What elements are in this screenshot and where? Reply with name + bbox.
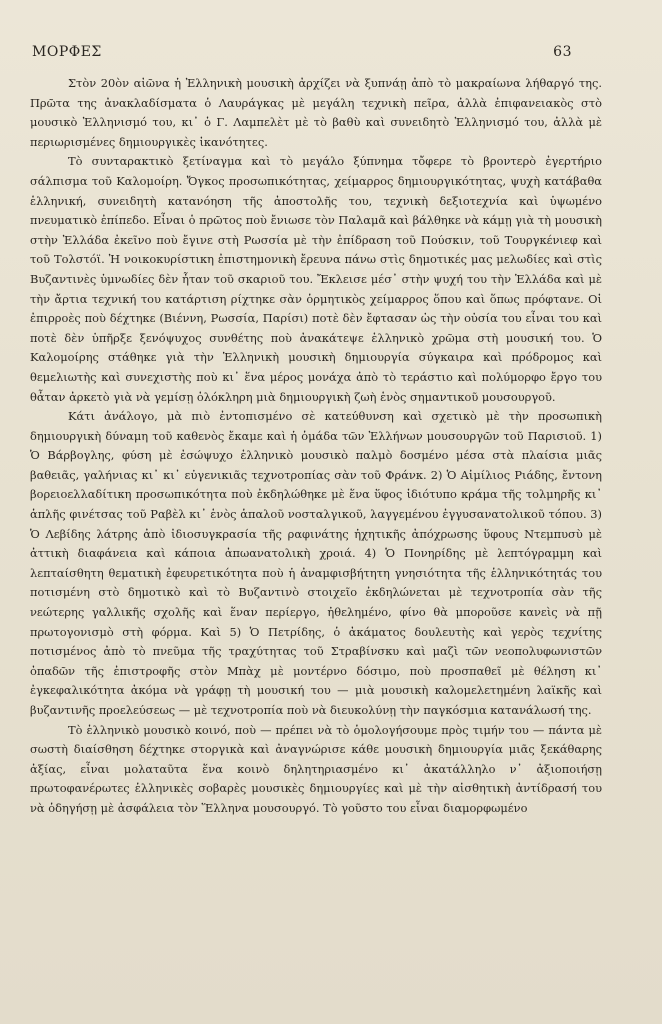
- paragraph: Τὸ ἑλληνικὸ μουσικὸ κοινό, ποὺ — πρέπει νὰ τὸ ὁμολογήσουμε πρὸς τιμήν του — πάντα μὲ σωστὴ διαίσθηση δέχτηκε στοργικὰ καὶ ἀναγνώρισε κάθε μουσικὴ δημιουργία μιᾶς ξεκάθαρης ἀξίας, εἶναι μολαταῦτα ἕνα κοινὸ δηλητηριασμένο κι᾿ ἀκατάλληλο ν᾿ ἀξιοποιήσῃ πρωτοφανέρωτες ἑλληνικὲς σοβαρὲς μουσικὲς δημιουργίες καὶ μὲ τὴν αἰσθητικὴ ἀντίδρασή του νὰ ὁδηγήσῃ μὲ ἀσφάλεια τὸν Ἕλληνα μουσουργό. Τὸ γοῦστο του εἶναι διαμορφωμένο: [30, 722, 602, 815]
- paragraph: Κάτι ἀνάλογο, μὰ πιὸ ἐντοπισμένο σὲ κατεύθυνση καὶ σχετικὸ μὲ τὴν προσωπικὴ δημιουργικὴ δύναμη τοῦ καθενὸς ἔκαμε καὶ ἡ ὁμάδα τῶν Ἑλλήνων μουσουργῶν τοῦ Παρισιοῦ. 1) Ὁ Βάρβογλης, φύση μὲ ἐσώψυχο ἑλληνικὸ μουσικὸ παλμὸ δοσμένο μέσα στὰ πλαίσια μιᾶς βαθειᾶς, γαλήνιας κι᾿ κι᾿ εὐγενικιᾶς τεχνοτροπίας σὰν τοῦ Φράνκ. 2) Ὁ Αἰμίλιος Ριάδης, ἔντονη βορειοελλαδίτικη προσωπικότητα ποὺ ἐκδηλώθηκε μὲ ἕνα ὕφος ἰδιότυπο κράμα τῆς τολμηρῆς κι᾿ ἁπλῆς φινέτσας τοῦ Ραβὲλ κι᾿ ἑνὸς ἁπαλοῦ νοσταλγικοῦ, λαγγεμένου ἐγγυσανατολικοῦ τόπου. 3) Ὁ Λεβίδης λάτρης ἀπὸ ἰδιοσυγκρασία τῆς ραφινάτης ἠχητικῆς ἀπόχρωσης ὕφους Ντεμπυσὺ μὲ ἀττικὴ διαφάνεια καὶ κάποια ἀπωανατολικὴ χροιά. 4) Ὁ Πονηρίδης μὲ λεπτόγραμμη καὶ λεπταίσθητη θεματικὴ ἐφευρετικότητα ποὺ ἡ ἀναμφισβήτητη γνησιότητα τῆς ἑλληνικότητάς του ποτισμένη στὸ δημοτικὸ καὶ τὸ Βυζαντινὸ στοιχεῖο ἐκδηλώνεται μὲ τεχνοτροπία σὰν τῆς νεώτερης γαλλικῆς σχολῆς καὶ ἕναν περίεργο, ἠθελημένο, φίνο θὰ μποροῦσε κανεὶς νὰ πῇ πρωτογονισμὸ στὴ φόρμα. Καὶ 5) Ὁ Πετρίδης, ὁ ἀκάματος δουλευτὴς καὶ γερὸς τεχνίτης ποτισμένος ἀπὸ τὸ πνεῦμα τῆς τραχύτητας τοῦ Στραβίνσκυ καὶ μαζὶ τῶν νεοπολυφωνιστῶν ὀπαδῶν τῆς ἐπιστροφῆς στὸν Μπὰχ μὲ μοντέρνο δόσιμο, ποὺ προσπαθεῖ μὲ θέληση κι᾿ ἐγκεφαλικότητα ἀκόμα νὰ γράφῃ τὴ μουσική του — μιὰ μουσικὴ καλομελετημένη λαϊκῆς καὶ βυζαντινῆς προελεύσεως — μὲ τεχνοτροπία ποὺ νὰ διευκολύνῃ τὴν παγκόσμια κατανάλωσή της.: [30, 409, 602, 717]
- paragraph: Τὸ συνταρακτικὸ ξετίναγμα καὶ τὸ μεγάλο ξύπνημα τὄφερε τὸ βροντερὸ ἐγερτήριο σάλπισμα τοῦ Καλομοίρη. Ὄγκος προσωπικότητας, χείμαρρος δημιουργικότητας, ψυχὴ κατάβαθα ἑλληνική, συνειδητὴ κατανόηση τῆς ἀποστολῆς του, τεχνικὴ δεξιοτεχνία καὶ ὑψωμένο πνευματικὸ ἐπίπεδο. Εἶναι ὁ πρῶτος ποὺ ἔνιωσε τὸν Παλαμᾶ καὶ βάλθηκε νὰ κάμῃ γιὰ τὴ μουσικὴ στὴν Ἑλλάδα ἐκεῖνο ποὺ ἔγινε στὴ Ρωσσία μὲ τὴν ἐπίδραση τοῦ Πούσκιν, τοῦ Τουργκένιεφ καὶ τοῦ Τολστόϊ. Ἡ νοικοκυρίστικη ἐπιστημονικὴ ἔρευνα πάνω στὶς δημοτικές μας μελωδίες καὶ στὶς Βυζαντινὲς ὑμνωδίες δὲν ἦταν τοῦ σκαριοῦ του. Ἔκλεισε μέσ᾿ στὴν ψυχή του τὴν Ἑλλάδα καὶ μὲ τὴν ἄρτια τεχνική του κατάρτιση ρίχτηκε σὰν ὁρμητικὸς χείμαρρος ὅπου καὶ ὅπως πρόφτανε. Οἱ ἐπιρροὲς ποὺ δέχτηκε (Βιέννη, Ρωσσία, Παρίσι) ποτὲ δὲν ἔφτασαν ὡς τὴν οὐσία του εἶναι του καὶ ποτὲ δὲν ὑπῆρξε ξενόψυχος συνθέτης ποὺ ἀνακάτεψε ἑλληνικὸ χρῶμα στὴ μουσική του. Ὁ Καλομοίρης στάθηκε γιὰ τὴν Ἑλληνικὴ μουσικὴ δημιουργία σύγκαιρα καὶ πρόδρομος καὶ θεμελιωτὴς καὶ συνεχιστὴς ποὺ κι᾿ ἕνα μέρος μονάχα ἀπὸ τὸ τεράστιο καὶ πολύμορφο ἔργο του θἆταν ἀρκετὸ γιὰ νὰ γεμίσῃ ὁλόκληρη μιὰ δημιουργικὴ ζωὴ ἑνὸς σημαντικοῦ μουσουργοῦ.: [30, 154, 602, 404]
- page-header: [32, 44, 572, 60]
- journal-title: ΜΟΡΦΕΣ: [32, 44, 102, 60]
- article-body: [30, 74, 602, 819]
- paragraph: Στὸν 20ὸν αἰῶνα ἡ Ἑλληνικὴ μουσικὴ ἀρχίζει νὰ ξυπνάῃ ἀπὸ τὸ μακραίωνα λήθαργό της. Πρῶτα της ἀνακλαδίσματα ὁ Λαυράγκας μὲ μεγάλη τεχνικὴ πεῖρα, ἀλλὰ ἐπιφανειακὸς στὸ μουσικὸ Ἑλληνισμό του, κι᾿ ὁ Γ. Λαμπελὲτ μὲ τὸ βαθὺ καὶ συνειδητὸ Ἑλληνισμό του, ἀλλὰ μὲ περιωρισμένες δημιουργικὲς ἱκανότητες.: [30, 76, 602, 149]
- page-number: 63: [553, 44, 572, 60]
